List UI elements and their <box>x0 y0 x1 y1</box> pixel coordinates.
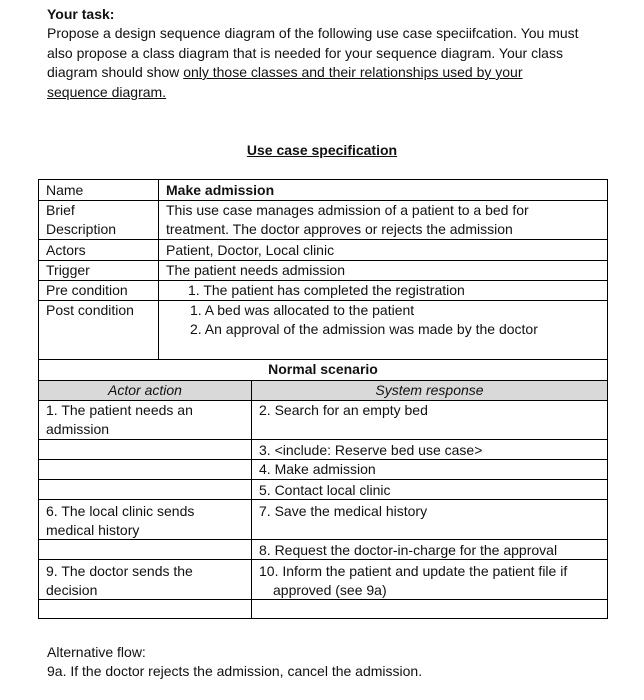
actor-step-6-line-1: 6. The local clinic sends <box>46 503 195 519</box>
system-step-3: 3. <include: Reserve bed use case> <box>259 442 483 458</box>
brief-value-2: treatment. The doctor approves or rejects the admission <box>166 221 513 237</box>
actor-step-9-line-1: 9. The doctor sends the <box>46 563 193 579</box>
task-line-2: also propose a class diagram that is needed for your sequence diagram. Your class <box>47 44 563 61</box>
actor-step-1-line-1: 1. The patient needs an <box>46 402 193 418</box>
post-condition-value-2: 2. An approval of the admission was made by the doctor <box>190 321 538 337</box>
row-line <box>38 439 608 440</box>
task-line-3-plain: diagram should show <box>47 64 184 80</box>
actors-label: Actors <box>46 242 86 258</box>
alternative-flow-label: Alternative flow: <box>47 644 146 660</box>
brief-label-2: Description <box>46 221 117 237</box>
system-step-10-line-2: approved (see 9a) <box>273 582 387 598</box>
task-line-3-underlined: only those classes and their relationships used by your <box>183 64 523 80</box>
task-line-4: sequence diagram. <box>47 83 167 100</box>
normal-scenario-title: Normal scenario <box>268 361 378 377</box>
brief-label-1: Brief <box>46 202 75 218</box>
actor-step-1-line-2: admission <box>46 421 110 437</box>
task-instructions <box>47 24 617 102</box>
brief-value-1: This use case manages admission of a patient to a bed for <box>166 202 529 218</box>
task-line-3 <box>47 63 617 83</box>
name-value: Make admission <box>166 182 275 198</box>
row-line <box>38 479 608 480</box>
spec-title: Use case specification <box>246 142 398 158</box>
pre-condition-label: Pre condition <box>46 282 128 298</box>
system-step-4: 4. Make admission <box>259 461 376 477</box>
task-heading: Your task: <box>47 6 115 22</box>
actors-value: Patient, Doctor, Local clinic <box>166 242 335 258</box>
spec-column-divider <box>158 179 159 359</box>
row-line <box>38 239 608 240</box>
system-step-7: 7. Save the medical history <box>259 503 428 519</box>
alternative-flow-item: 9a. If the doctor rejects the admission, cancel the admission. <box>47 663 423 679</box>
trigger-value: The patient needs admission <box>166 262 345 278</box>
system-step-5: 5. Contact local clinic <box>259 482 391 498</box>
actor-action-header: Actor action <box>108 382 182 398</box>
trigger-label: Trigger <box>46 262 90 278</box>
actor-step-6-line-2: medical history <box>46 522 140 538</box>
system-step-10-line-1: 10. Inform the patient and update the patient file if <box>259 563 568 579</box>
post-condition-value-1: 1. A bed was allocated to the patient <box>190 302 415 318</box>
system-step-8: 8. Request the doctor-in-charge for the approval <box>259 542 558 558</box>
post-condition-label: Post condition <box>46 302 134 318</box>
pre-condition-value: 1. The patient has completed the registration <box>188 282 465 298</box>
name-label: Name <box>46 182 84 198</box>
task-line-1: Propose a design sequence diagram of the following use case speciifcation. You must <box>47 25 579 41</box>
actor-step-9-line-2: decision <box>46 582 98 598</box>
system-step-2: 2. Search for an empty bed <box>259 402 428 418</box>
system-response-header: System response <box>375 382 484 398</box>
